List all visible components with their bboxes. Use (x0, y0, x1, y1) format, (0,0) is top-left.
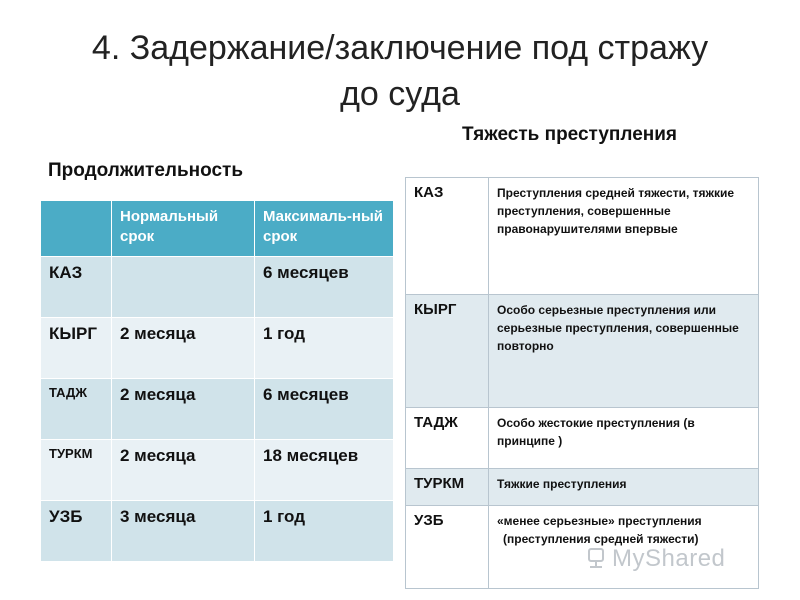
row-severity: Особо жестокие преступления (в принципе ) (489, 408, 759, 469)
row-max: 1 год (255, 318, 394, 379)
row-country: ТУРКМ (41, 440, 112, 501)
severity-heading: Тяжесть преступления (462, 124, 678, 145)
header-country (41, 201, 112, 257)
duration-table (40, 200, 394, 562)
row-country: УЗБ (41, 501, 112, 562)
row-max: 6 месяцев (255, 257, 394, 318)
duration-heading: Продолжительность (48, 160, 244, 181)
table-row (406, 295, 759, 408)
row-severity: Преступления средней тяжести, тяжкие преступления, совершенные правонарушителями впервые (489, 178, 759, 295)
row-normal: 2 месяца (112, 379, 255, 440)
row-normal: 3 месяца (112, 501, 255, 562)
row-normal: 2 месяца (112, 318, 255, 379)
row-country: КЫРГ (41, 318, 112, 379)
row-severity: Тяжкие преступления (489, 469, 759, 506)
row-max: 6 месяцев (255, 379, 394, 440)
row-normal (112, 257, 255, 318)
row-max: 18 месяцев (255, 440, 394, 501)
severity-table (405, 177, 759, 589)
header-max: Максималь-ный срок (255, 201, 394, 257)
title-line-1: 4. Задержание/заключение под стражу (91, 29, 709, 67)
table-row (41, 379, 394, 440)
table-row (406, 408, 759, 469)
row-normal: 2 месяца (112, 440, 255, 501)
header-normal: Нормальный срок (112, 201, 255, 257)
row-severity-line1: «менее серьезные» преступления (497, 514, 702, 528)
table-row (406, 178, 759, 295)
duration-header-row (41, 201, 394, 257)
table-row (41, 318, 394, 379)
table-row (41, 501, 394, 562)
row-country: ТУРКМ (406, 469, 489, 506)
table-row (41, 257, 394, 318)
table-row (41, 440, 394, 501)
row-severity-line2: (преступления средней тяжести) (503, 532, 699, 546)
watermark: MyShared (612, 545, 726, 572)
title-line-2: до суда (340, 75, 460, 113)
row-country: УЗБ (406, 506, 489, 589)
row-country: КАЗ (41, 257, 112, 318)
row-country: КЫРГ (406, 295, 489, 408)
row-max: 1 год (255, 501, 394, 562)
table-row (406, 469, 759, 506)
row-country: ТАДЖ (406, 408, 489, 469)
watermark-logo-icon (586, 547, 606, 569)
row-country: ТАДЖ (41, 379, 112, 440)
row-severity: Особо серьезные преступления или серьезные преступления, совершенные повторно (489, 295, 759, 408)
row-country: КАЗ (406, 178, 489, 295)
page-title (20, 25, 780, 117)
